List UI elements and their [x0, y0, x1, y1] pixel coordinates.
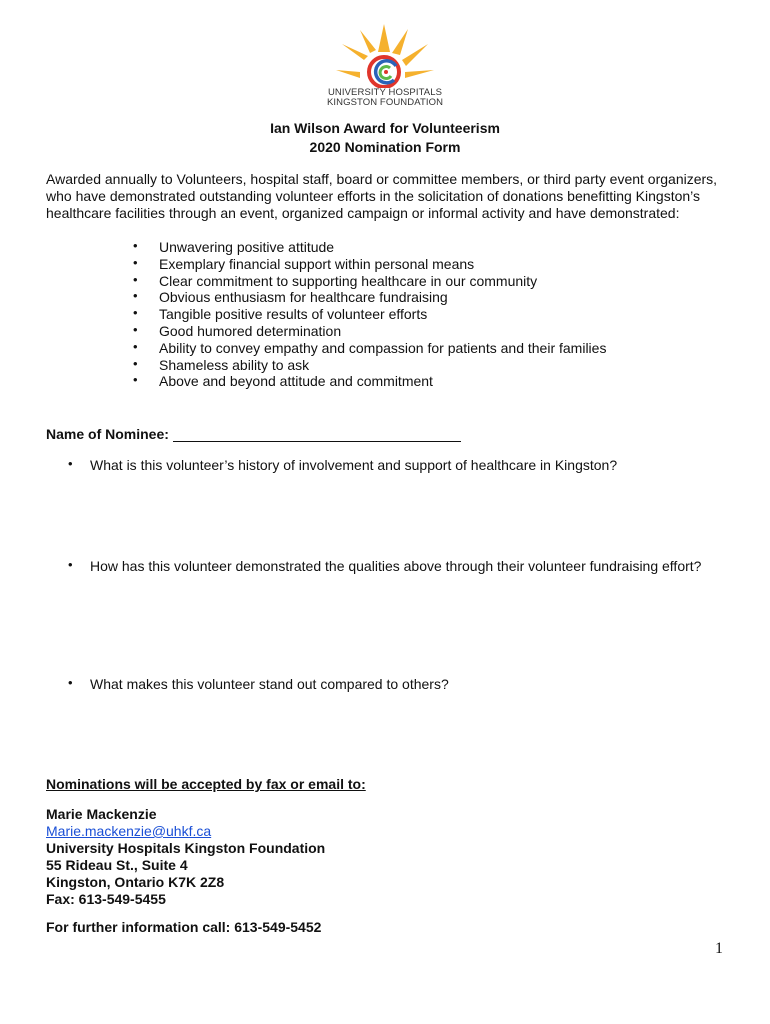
- list-item: • Shameless ability to ask: [133, 355, 310, 373]
- question-text: How has this volunteer demonstrated the qualities above through their volunteer fundraising effort?: [90, 558, 702, 574]
- nominee-label: Name of Nominee:: [46, 426, 169, 442]
- bullet-icon: •: [133, 288, 138, 304]
- question-standout: [68, 676, 728, 693]
- logo-line-2: KINGSTON FOUNDATION: [326, 97, 444, 108]
- bullet-icon: •: [133, 372, 138, 388]
- bullet-icon: •: [133, 338, 138, 354]
- sun-swirl-icon: [334, 22, 436, 88]
- logo-line-1: UNIVERSITY HOSPITALS: [327, 87, 443, 98]
- list-item: • Exemplary financial support within personal means: [133, 254, 475, 272]
- contact-fax: Fax: 613-549-5455: [46, 890, 166, 907]
- list-item: • Unwavering positive attitude: [133, 238, 335, 255]
- nominee-name-field[interactable]: [173, 427, 461, 442]
- form-subtitle: 2020 Nomination Form: [309, 139, 461, 155]
- contact-name: Marie Mackenzie: [46, 806, 157, 822]
- intro-paragraph: Awarded annually to Volunteers, hospital staff, board or committee members, or third party event organizers, who have demonstrated outstanding volunteer efforts in the solicitation of donations benefitting Kingston’s healthcare facilities through an event, organized campaign or informal activity and have demonstrated:: [46, 171, 718, 221]
- bullet-icon: •: [68, 675, 73, 690]
- contact-address-line-1: 55 Rideau St., Suite 4: [46, 856, 188, 873]
- bullet-icon: •: [133, 305, 138, 321]
- submission-heading: Nominations will be accepted by fax or email to:: [46, 776, 366, 792]
- bullet-icon: •: [68, 456, 73, 471]
- contact-organization: University Hospitals Kingston Foundation: [46, 839, 326, 856]
- list-item: • Obvious enthusiasm for healthcare fundraising: [133, 288, 448, 306]
- bullet-icon: •: [133, 271, 138, 287]
- criteria-list: [133, 239, 606, 390]
- list-item: • Clear commitment to supporting healthcare in our community: [133, 271, 538, 289]
- contact-email-link[interactable]: Marie.mackenzie@uhkf.ca: [46, 822, 212, 839]
- page-number: 1: [715, 940, 723, 957]
- list-item: • Tangible positive results of volunteer efforts: [133, 305, 428, 323]
- bullet-icon: •: [133, 254, 138, 270]
- list-item: • Above and beyond attitude and commitment: [133, 372, 433, 390]
- question-history: [68, 457, 728, 474]
- list-item: • Good humored determination: [133, 321, 342, 339]
- question-text: What is this volunteer’s history of involvement and support of healthcare in Kingston?: [90, 457, 618, 473]
- bullet-icon: •: [68, 557, 73, 572]
- bullet-icon: •: [133, 238, 138, 253]
- bullet-icon: •: [133, 321, 138, 337]
- form-title: Ian Wilson Award for Volunteerism: [270, 120, 500, 136]
- question-qualities: [68, 558, 728, 575]
- list-item: • Ability to convey empathy and compassion for patients and their families: [133, 338, 607, 356]
- contact-address-line-2: Kingston, Ontario K7K 2Z8: [46, 873, 225, 890]
- nominee-row: [46, 426, 461, 442]
- further-info: For further information call: 613-549-5452: [46, 919, 322, 935]
- contact-block: [46, 806, 325, 907]
- foundation-logo: [318, 22, 452, 112]
- question-text: What makes this volunteer stand out compared to others?: [90, 676, 449, 692]
- bullet-icon: •: [133, 355, 138, 371]
